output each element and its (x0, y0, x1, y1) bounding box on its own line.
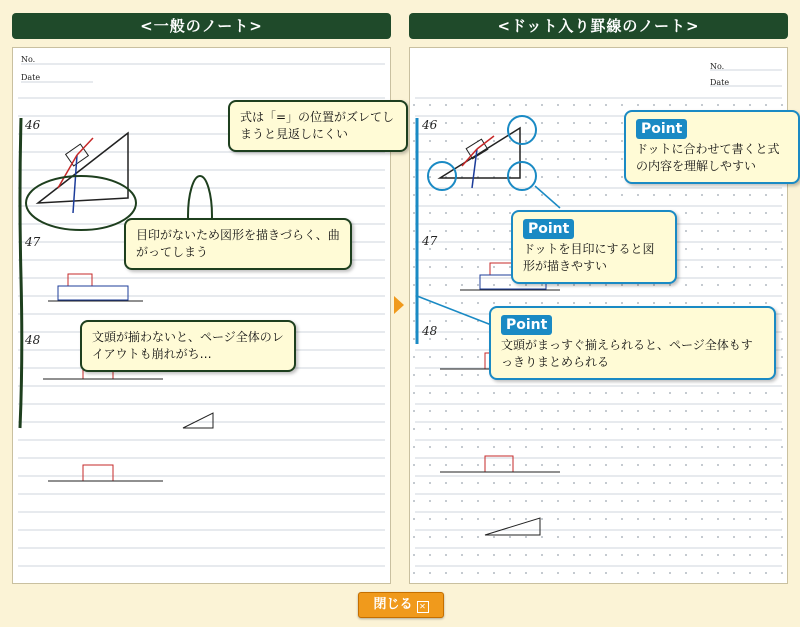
right-point-callout-figure-text: ドットを目印にすると図形が描きやすい (523, 242, 655, 273)
left-callout-figure-text: 目印がないため図形を描きづらく、曲がってしまう (136, 228, 340, 259)
left-callout-layout (80, 320, 296, 372)
compare-arrow-icon (394, 296, 404, 314)
close-button-label: 閉じる (373, 597, 413, 612)
close-icon: ✕ (417, 601, 429, 613)
right-point-callout-figure (511, 210, 677, 284)
left-callout-equals (228, 100, 408, 152)
right-problem-46: 46 (422, 118, 438, 132)
point-label: Point (523, 219, 574, 239)
right-problem-47: 47 (422, 234, 438, 248)
close-button[interactable] (358, 592, 444, 618)
right-point-callout-equations-text: ドットに合わせて書くと式の内容を理解しやすい (636, 142, 780, 173)
right-point-callout-layout (489, 306, 776, 380)
left-problem-46: 46 (25, 118, 41, 132)
right-header-no: No. (710, 62, 725, 71)
left-callout-equals-text: 式は「=」の位置がズレてしまうと見返しにくい (240, 110, 395, 141)
point-label: Point (501, 315, 552, 335)
right-problem-48: 48 (422, 324, 438, 338)
left-callout-figure (124, 218, 352, 270)
left-header-date: Date (21, 73, 41, 82)
left-header-no: No. (21, 55, 36, 64)
point-label: Point (636, 119, 687, 139)
left-callout-layout-text: 文頭が揃わないと、ページ全体のレイアウトも崩れがち… (92, 330, 284, 361)
right-point-callout-equations (624, 110, 800, 184)
right-header-date: Date (710, 78, 730, 87)
left-panel-title: <一般のノート> (12, 13, 391, 39)
left-problem-47: 47 (25, 235, 41, 249)
right-point-callout-layout-text: 文頭がまっすぐ揃えられると、ページ全体もすっきりまとめられる (501, 338, 753, 369)
right-panel-title: <ドット入り罫線のノート> (409, 13, 788, 39)
left-problem-48: 48 (25, 333, 41, 347)
